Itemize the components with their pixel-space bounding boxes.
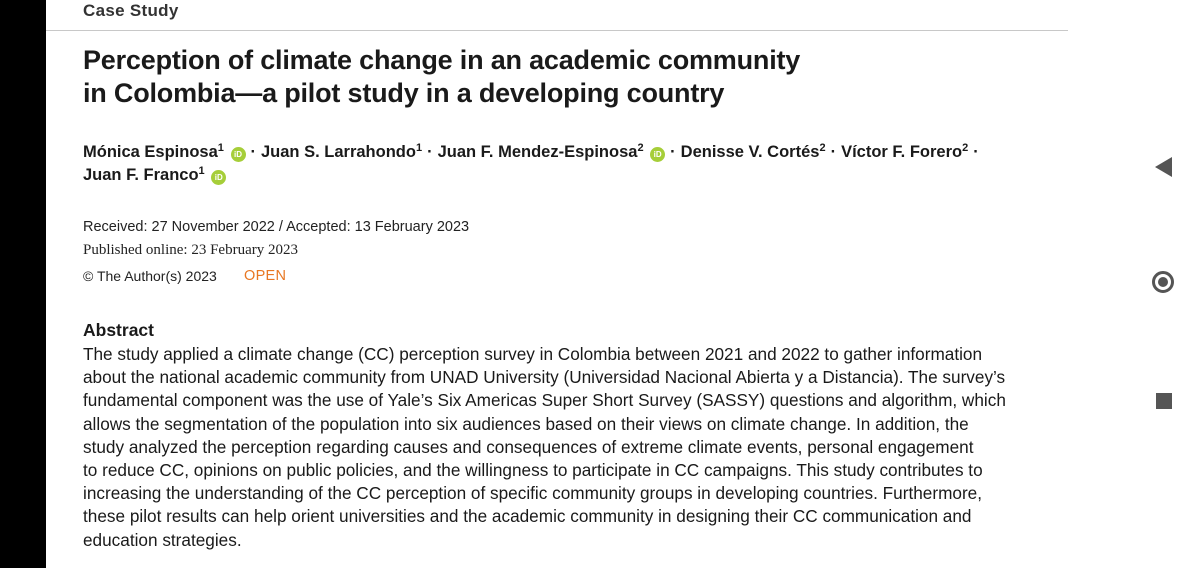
abstract-line: education strategies.: [83, 529, 242, 550]
abstract-line: fundamental component was the use of Yale’s Six Americas Super Short Survey (SASSY) questions and algorithm, which: [83, 390, 1006, 411]
copyright-notice: © The Author(s) 2023: [83, 268, 217, 284]
orcid-icon[interactable]: iD: [650, 147, 665, 162]
author-affiliation: 2: [962, 142, 969, 154]
title-line-2: in Colombia—a pilot study in a developing country: [83, 78, 725, 108]
author-name: Mónica Espinosa: [83, 143, 218, 161]
received-accepted-dates: Received: 27 November 2022 / Accepted: 13 February 2023: [83, 219, 470, 235]
author-larrahondo[interactable]: [261, 143, 422, 161]
author-name: Denisse V. Cortés: [680, 143, 820, 161]
author-forero[interactable]: [841, 143, 968, 161]
abstract-line: study analyzed the perception regarding causes and consequences of extreme climate events, personal engagement: [83, 436, 974, 457]
author-name: Juan S. Larrahondo: [261, 143, 416, 161]
author-name: Víctor F. Forero: [841, 143, 963, 161]
author-separator: ·: [830, 143, 837, 161]
author-name: Juan F. Franco: [83, 166, 199, 184]
recents-icon[interactable]: [1156, 393, 1172, 409]
author-affiliation: 1: [217, 142, 224, 154]
author-separator: ·: [427, 143, 433, 161]
article-type-label: Case Study: [83, 1, 179, 20]
author-separator: ·: [973, 143, 979, 161]
author-franco[interactable]: [83, 166, 226, 184]
abstract-line: these pilot results can help orient universities and the academic community in designing their CC communication and: [83, 506, 972, 527]
abstract-line: The study applied a climate change (CC) perception survey in Colombia between 2021 and 2022 to gather information: [83, 344, 983, 364]
author-affiliation: 1: [198, 165, 205, 177]
author-affiliation: 2: [637, 142, 644, 154]
author-separator: ·: [670, 143, 676, 161]
author-espinosa[interactable]: [83, 143, 246, 161]
author-separator: ·: [250, 143, 256, 161]
home-icon[interactable]: [1152, 271, 1174, 293]
author-affiliation: 1: [415, 142, 423, 154]
open-access-badge[interactable]: OPEN: [244, 268, 287, 284]
abstract-heading: Abstract: [83, 320, 154, 340]
title-line-1: Perception of climate change in an academic community: [83, 45, 801, 75]
back-icon[interactable]: [1155, 157, 1172, 177]
author-list: [83, 141, 1043, 187]
navigation-bar: [1096, 0, 1200, 568]
orcid-icon[interactable]: iD: [231, 147, 246, 162]
abstract-line: allows the segmentation of the population into six audiences based on their views on climate change. In addition, the: [83, 413, 969, 434]
author-cortes[interactable]: [681, 143, 826, 161]
header-divider: [46, 30, 1068, 31]
author-affiliation: 2: [819, 142, 826, 154]
abstract-line: about the national academic community from UNAD University (Universidad Nacional Abierta y a Distancia). The survey’s: [83, 367, 1006, 388]
abstract-text: [83, 343, 1063, 552]
abstract-line: to reduce CC, opinions on public policies, and the willingness to participate in CC campaigns. This study contributes to: [83, 460, 983, 481]
abstract-line: increasing the understanding of the CC perception of specific community groups in developing countries. Furthermore,: [83, 483, 983, 504]
pdf-page[interactable]: [46, 0, 1096, 568]
published-date: Published online: 23 February 2023: [83, 242, 298, 258]
author-mendez-espinosa[interactable]: [438, 143, 666, 161]
author-name: Juan F. Mendez-Espinosa: [437, 143, 638, 161]
orcid-icon[interactable]: iD: [211, 170, 226, 185]
article-title: [83, 44, 983, 110]
